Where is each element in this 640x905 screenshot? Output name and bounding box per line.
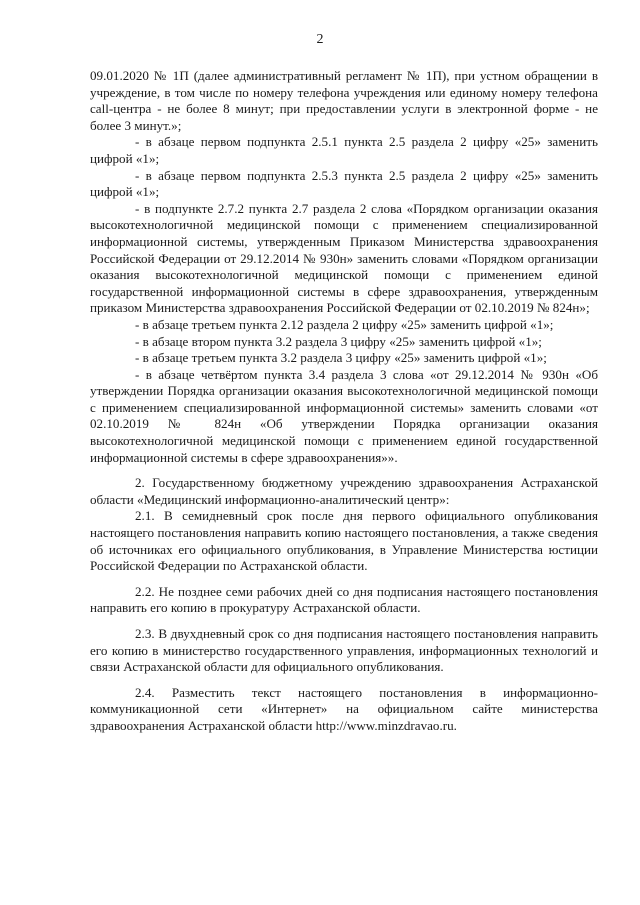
paragraph: 2. Государственному бюджетному учреждению здравоохранения Астраханской области «Медицинский информационно-аналитический центр»: <box>90 475 598 507</box>
paragraph: - в абзаце четвёртом пункта 3.4 раздела 3 слова «от 29.12.2014 № 930н «Об утверждении Порядка организации оказания высокотехнологичной медицинской помощи с применением специализированной информационной системы» заменить словами «от 02.10.2019 № 824н «Об утверждении Порядка организации оказания высокотехнологичной медицинской помощи с применением единой государственной информационной системы в сфере здравоохранения»». <box>90 366 598 465</box>
paragraph: 2.2. Не позднее семи рабочих дней со дня подписания настоящего постановления направить его копию в прокуратуру Астраханской области. <box>90 583 598 616</box>
paragraph: 2.4. Разместить текст настоящего постановления в информационно-коммуникационной сети «Интернет» на официальном сайте министерства здравоохранения Астраханской области http://www.minzdravao.ru. <box>90 684 598 733</box>
paragraph: - в абзаце первом подпункта 2.5.1 пункта 2.5 раздела 2 цифру «25» заменить цифрой «1»; <box>90 134 598 166</box>
paragraph: - в абзаце первом подпункта 2.5.3 пункта 2.5 раздела 2 цифру «25» заменить цифрой «1»; <box>90 167 598 200</box>
paragraph: - в абзаце третьем пункта 2.12 раздела 2 цифру «25» заменить цифрой «1»; <box>135 316 554 332</box>
paragraph: - в абзаце втором пункта 3.2 раздела 3 цифру «25» заменить цифрой «1»; <box>135 333 542 349</box>
paragraph: 2.1. В семидневный срок после дня первого официального опубликования настоящего постановления направить копию настоящего постановления, а также сведения об источниках его официального опубликования, в Управление Министерства юстиции Российской Федерации по Астраханской области. <box>90 508 598 574</box>
paragraph: 2.3. В двухдневный срок со дня подписания настоящего постановления направить его копию в министерство государственного управления, информационных технологий и связи Астраханской области для официального опубликования. <box>90 626 598 675</box>
paragraph: - в абзаце третьем пункта 3.2 раздела 3 цифру «25» заменить цифрой «1»; <box>135 350 547 366</box>
paragraph: 09.01.2020 № 1П (далее административный регламент № 1П), при устном обращении в учреждение, в том числе по номеру телефона учреждения или единому номеру телефона call-центра - не более 8 минут; при предоставлении услуги в электронной форме - не более 3 минут.»; <box>90 68 598 133</box>
page-number: 2 <box>316 32 324 47</box>
document-body <box>90 68 598 735</box>
paragraph: - в подпункте 2.7.2 пункта 2.7 раздела 2 слова «Порядком организации оказания высокотехнологичной медицинской помощи с применением специализированной информационной системы, утвержденным Приказом Министерства здравоохранения Российской Федерации от 29.12.2014 № 930н» заменить словами «Порядком организации оказания высокотехнологичной медицинской помощи с применением единой государственной информационной системы в сфере здравоохранения, утвержденным приказом Министерства здравоохранения Российской Федерации от 02.10.2019 № 824н»; <box>90 200 598 316</box>
